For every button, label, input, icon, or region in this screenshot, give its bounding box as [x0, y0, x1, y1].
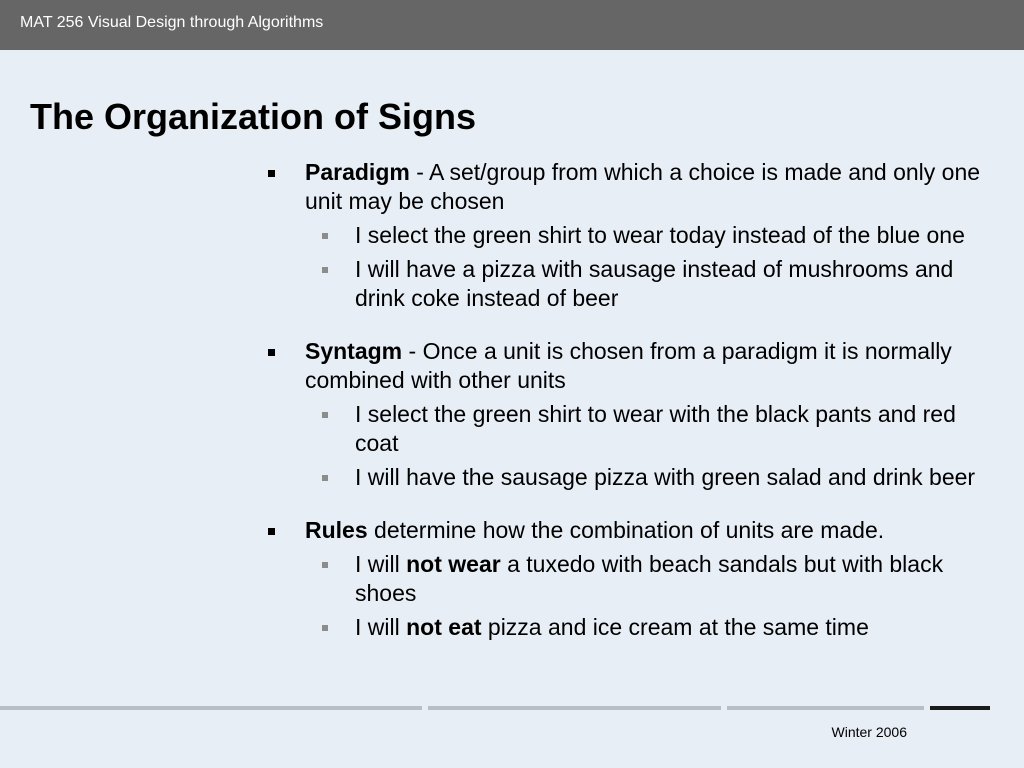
sub-item-text: I select the green shirt to wear today instead of the blue one	[355, 222, 965, 248]
sub-item	[305, 613, 988, 642]
bullet-text: - Once a unit is chosen from a paradigm it is normally combined with other units	[305, 338, 952, 393]
square-bullet-icon	[268, 528, 275, 535]
square-subbullet-icon	[322, 233, 328, 239]
bullet-paradigm	[268, 158, 988, 313]
bullet-text: determine how the combination of units are made.	[367, 517, 885, 543]
page-title: The Organization of Signs	[30, 96, 477, 137]
sub-list	[305, 550, 988, 642]
square-bullet-icon	[268, 170, 275, 177]
sub-list	[305, 400, 988, 492]
sub-item	[305, 255, 988, 313]
sub-item-post: a tuxedo with beach sandals but with black shoes	[355, 551, 944, 606]
bullet-text: - A set/group from which a choice is made and only one unit may be chosen	[305, 159, 981, 214]
header-bar	[0, 0, 1024, 50]
sub-item	[305, 463, 988, 492]
sub-item-pre: I will	[355, 551, 407, 577]
footer-divider-accent	[930, 706, 990, 710]
square-subbullet-icon	[322, 475, 328, 481]
sub-item-text: I select the green shirt to wear with the black pants and red coat	[355, 401, 956, 456]
footer-divider	[727, 706, 924, 710]
bullet-term: Rules	[305, 517, 368, 543]
square-subbullet-icon	[322, 412, 328, 418]
bullet-term: Paradigm	[305, 159, 410, 185]
square-subbullet-icon	[322, 562, 328, 568]
sub-item-post: pizza and ice cream at the same time	[481, 614, 869, 640]
bullet-syntagm	[268, 337, 988, 492]
bullet-rules	[268, 516, 988, 642]
footer-date: Winter 2006	[831, 724, 907, 740]
bullet-term: Syntagm	[305, 338, 403, 364]
bullet-list	[268, 158, 988, 642]
footer-divider	[0, 706, 422, 710]
square-subbullet-icon	[322, 625, 328, 631]
sub-item-emphasis: not wear	[406, 551, 501, 577]
sub-list	[305, 221, 988, 313]
square-bullet-icon	[268, 349, 275, 356]
square-subbullet-icon	[322, 267, 328, 273]
footer-divider	[428, 706, 721, 710]
sub-item-text: I will have a pizza with sausage instead of mushrooms and drink coke instead of beer	[355, 256, 954, 311]
sub-item-text: I will have the sausage pizza with green salad and drink beer	[355, 464, 976, 490]
sub-item	[305, 550, 988, 608]
sub-item-pre: I will	[355, 614, 407, 640]
sub-item	[305, 221, 988, 250]
sub-item-emphasis: not eat	[406, 614, 482, 640]
sub-item	[305, 400, 988, 458]
course-title: MAT 256 Visual Design through Algorithms	[20, 14, 324, 31]
